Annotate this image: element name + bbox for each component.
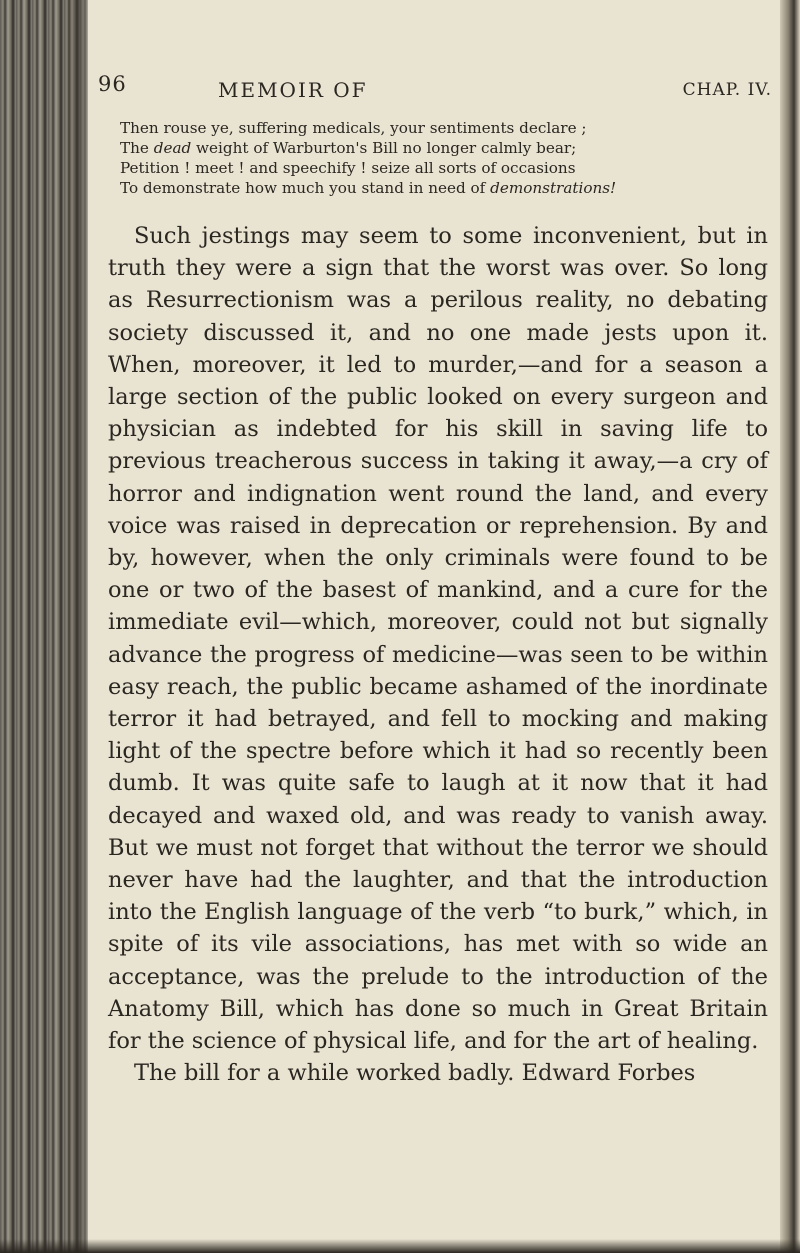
book-binding <box>0 0 88 1253</box>
verse-line: Petition ! meet ! and speechify ! seize all sorts of occasions <box>120 159 576 177</box>
verse-quotation <box>120 118 768 198</box>
page-bottom-shadow <box>0 1239 800 1253</box>
body-text <box>108 220 768 1089</box>
verse-line: Then rouse ye, suffering medicals, your sentiments declare ; <box>120 119 587 137</box>
verse-line: To demonstrate how much you stand in need of demonstrations! <box>120 179 617 197</box>
paragraph: Such jestings may seem to some inconvenient, but in truth they were a sign that the worst was over. So long as Resurrectionism was a perilous reality, no debating society discussed it, and no one made jests upon it. When, moreover, it led to murder,—and for a season a large section of the public looked on every surgeon and physician as indebted for his skill in saving life to previous treacherous success in taking it away,—a cry of horror and indignation went round the land, and every voice was raised in deprecation or reprehension. By and by, however, when the only criminals were found to be one or two of the basest of mankind, and a cure for the immediate evil—which, moreover, could not but signally advance the progress of medicine—was seen to be within easy reach, the public became ashamed of the inordinate terror it had betrayed, and fell to mocking and making light of the spectre before which it had so recently been dumb. It was quite safe to laugh at it now that it had decayed and waxed old, and was ready to vanish away. But we must not forget that without the terror we should never have had the laughter, and that the introduction into the English language of the verb “to burk,” which, in spite of its vile associations, has met with so wide an acceptance, was the prelude to the introduction of the Anatomy Bill, which has done so much in Great Britain for the science of physical life, and for the art of healing. <box>108 223 768 1055</box>
page-edge <box>780 0 800 1253</box>
chapter-label: CHAP. IV. <box>682 80 772 100</box>
verse-line: The dead weight of Warburton's Bill no longer calmly bear; <box>120 139 577 157</box>
paragraph: The bill for a while worked badly. Edward Forbes <box>134 1060 696 1087</box>
book-page <box>98 72 772 1089</box>
page-number: 96 <box>98 72 127 96</box>
running-title: MEMOIR OF <box>218 78 368 102</box>
running-head <box>98 72 772 108</box>
